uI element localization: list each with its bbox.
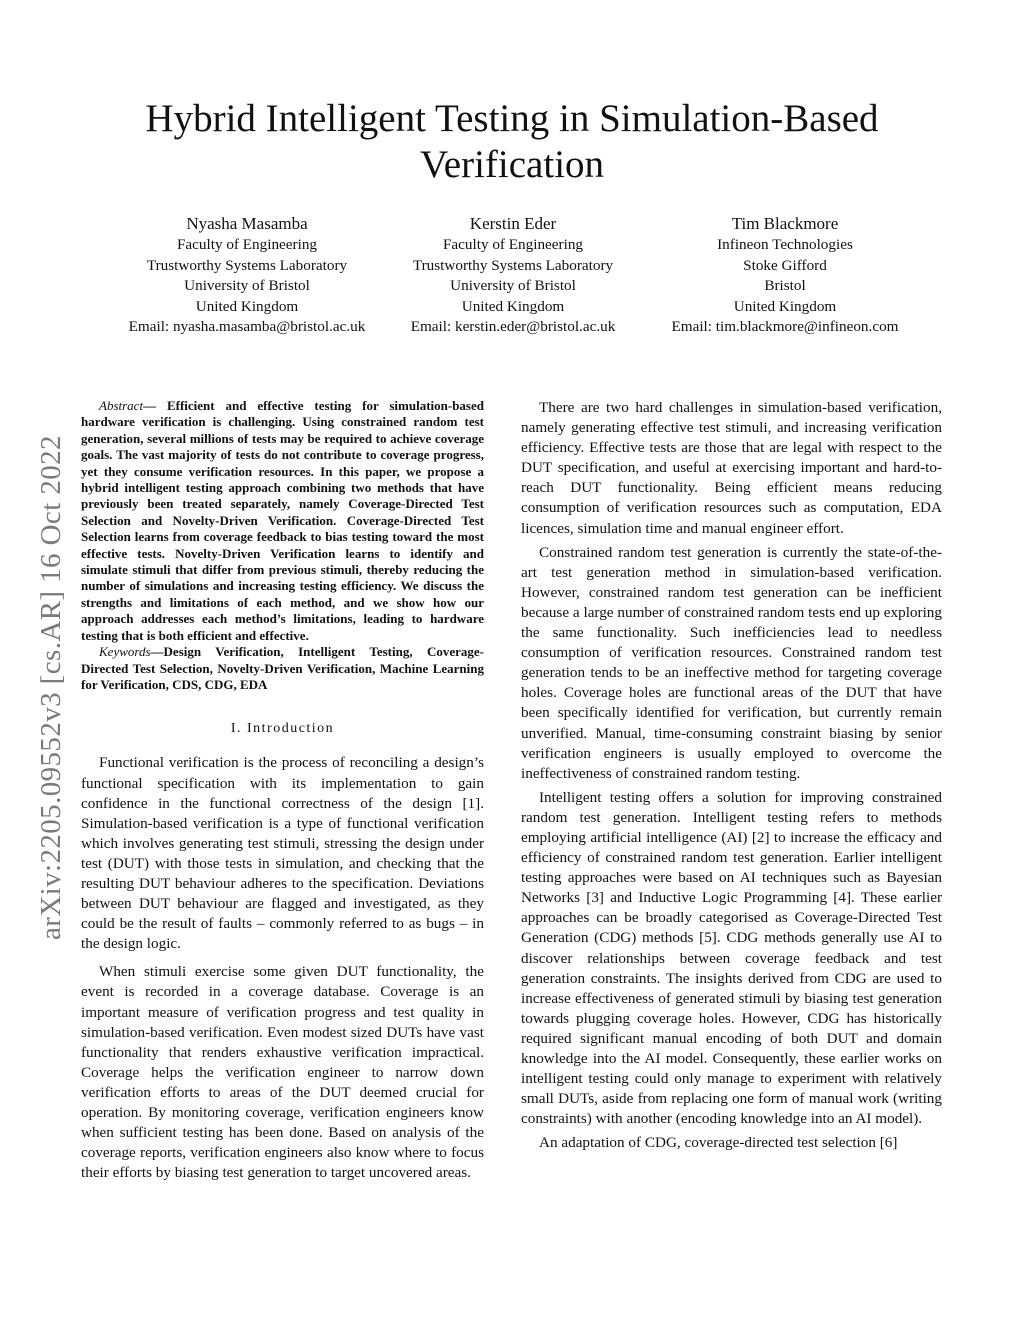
author-name: Nyasha Masamba xyxy=(186,214,308,233)
author-affiliation: University of Bristol xyxy=(450,277,576,295)
paragraph: An adaptation of CDG, coverage-directed test selection [6] xyxy=(539,1134,898,1152)
author-affiliation: University of Bristol xyxy=(184,277,310,295)
author-affiliation: Bristol xyxy=(764,277,806,295)
author-3 xyxy=(640,212,930,338)
abstract xyxy=(81,398,484,644)
author-affiliation: Infineon Technologies xyxy=(717,236,853,253)
abstract-label: Abstract xyxy=(99,398,144,413)
right-column xyxy=(521,398,942,1157)
author-affiliation: Trustworthy Systems Laboratory xyxy=(146,256,348,274)
author-email: Email: kerstin.eder@bristol.ac.uk xyxy=(410,318,616,336)
author-affiliation: Faculty of Engineering xyxy=(176,236,318,253)
author-affiliation: United Kingdom xyxy=(733,297,837,315)
author-affiliation: Stoke Gifford xyxy=(743,256,827,274)
keywords xyxy=(81,644,484,693)
paragraph: Constrained random test generation is currently the state-of-the-art test generation method in simulation-based verification. However, constrained random test generation can be inefficient because a large number of constrained random tests end up exploring the same functionality. Such inefficiencies lead to needless consumption of verification resources. Constrained random test generation tends to be an ineffective method for targeting coverage holes. Coverage holes are functional areas of the DUT that have been specifically identified for verification, but currently remain unverified. Manual, time-consuming constraint biasing by senior verification engineers is usually employed to overcome the ineffectiveness of constrained random testing. xyxy=(521,543,942,782)
author-email: Email: tim.blackmore@infineon.com xyxy=(671,318,899,336)
arxiv-identifier: arXiv:2205.09552v3 [cs.AR] 16 Oct 2022 xyxy=(35,435,67,940)
section-heading: I. Introduction xyxy=(230,721,335,737)
paragraph: There are two hard challenges in simulation-based verification, namely generating effective test stimuli, and increasing verification efficiency. Effective tests are those that are legal with respect to the DUT specification, and useful at exercising important and hard-to-reach DUT functionality. Being efficient means reducing consumption of verification resources such as computation, EDA licences, simulation time and manual engineer effort. xyxy=(521,399,942,537)
paragraph: Functional verification is the process of reconciling a design’s functional specification with its implementation to gain confidence in the functional correctness of the design [1]. Simulation-based verification is a type of functional verification which involves generating test stimuli, stressing the design under test (DUT) with those tests in simulation, and checking that the resulting DUT behaviour adheres to the specification. Deviations between DUT behaviour are flagged and investigated, as they could be the result of faults – commonly referred to as bugs – in the design logic. xyxy=(81,754,484,953)
author-1 xyxy=(102,212,392,338)
author-name: Kerstin Eder xyxy=(469,214,557,233)
paragraph: Intelligent testing offers a solution for improving constrained random test generation. Intelligent testing refers to methods employing artificial intelligence (AI) [2] to increase the efficacy and efficiency of constrained random test generation. Earlier intelligent testing approaches were based on AI techniques such as Bayesian Networks [3] and Inductive Logic Programming [4]. These earlier approaches can be broadly categorised as Coverage-Directed Test Generation (CDG) methods [5]. CDG methods generally use AI to discover relationships between coverage feedback and test generation constraints. The insights derived from CDG are used to increase effectiveness of generated stimuli by biasing test generation towards plugging coverage holes. However, CDG has historically required significant manual encoding of both DUT and domain knowledge into the AI model. Consequently, these earlier works on intelligent testing could only manage to experiment with relatively small DUTs, aside from replacing one form of manual work (writing constraints) with another (encoding knowledge into an AI model). xyxy=(521,788,942,1128)
author-affiliation: Trustworthy Systems Laboratory xyxy=(412,256,614,274)
author-affiliation: Faculty of Engineering xyxy=(442,236,584,253)
keywords-label: Keywords xyxy=(99,644,151,660)
paper-title: Hybrid Intelligent Testing in Simulation-Based Verification xyxy=(145,97,879,186)
abstract-text: — Efficient and effective testing for simulation-based hardware verification is challenging. Using constrained random test generation, several millions of tests may be required to achieve coverage goals. The vast majority of tests do not contribute to coverage progress, yet they consume verification resources. In this paper, we propose a hybrid intelligent testing approach combining two methods that have previously been treated separately, namely Coverage-Directed Test Selection and Novelty-Driven Verification. Coverage-Directed Test Selection learns from coverage feedback to bias testing toward the most effective tests. Novelty-Driven Verification learns to identify and simulate stimuli that differ from previous stimuli, thereby reducing the number of simulations and increasing testing efficiency. We discuss the strengths and limitations of each method, and we show how our approach addresses each method’s limitations, leading to hardware testing that is both efficient and effective. xyxy=(81,398,484,643)
author-email: Email: nyasha.masamba@bristol.ac.uk xyxy=(128,318,366,336)
author-name: Tim Blackmore xyxy=(731,214,839,233)
author-affiliation: United Kingdom xyxy=(195,297,299,315)
author-affiliation: United Kingdom xyxy=(461,297,565,315)
paragraph: When stimuli exercise some given DUT functionality, the event is recorded in a coverage database. Coverage is an important measure of verification progress and test quality in simulation-based verification. Even modest sized DUTs have vast functionality that renders exhaustive verification impractical. Coverage helps the verification engineer to narrow down verification efforts to areas of the DUT deemed crucial for operation. By monitoring coverage, verification engineers know when sufficient testing has been done. Based on analysis of the coverage reports, verification engineers also know where to focus their efforts by biasing test generation to target uncovered areas. xyxy=(81,963,484,1182)
keywords-text: —Design Verification, Intelligent Testing, Coverage-Directed Test Selection, Novelty-Driven Verification, Machine Learning for Verification, CDS, CDG, EDA xyxy=(81,644,484,692)
left-column xyxy=(81,398,484,1191)
author-2 xyxy=(368,212,658,338)
